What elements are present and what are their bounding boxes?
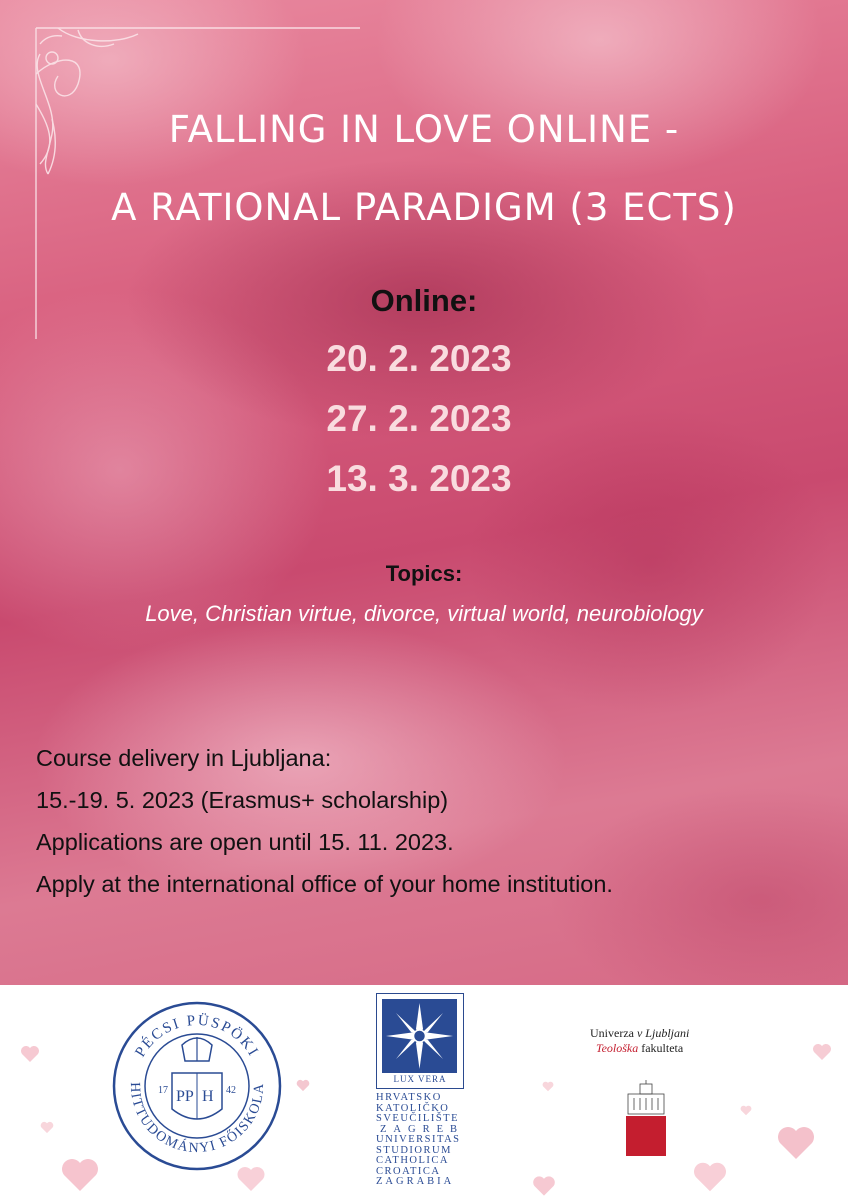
info-line-1: Course delivery in Ljubljana: [36, 745, 332, 771]
topics-list: Love, Christian virtue, divorce, virtual world, neurobiology [145, 601, 703, 626]
info-line-3: Applications are open until 15. 11. 2023. [36, 829, 454, 855]
lux-line: CATHOLICA [376, 1155, 449, 1166]
heart-icon [692, 1161, 728, 1193]
info-line-4: Apply at the international office of your home institution. [36, 871, 613, 897]
seal-ring-top: PÉCSI PÜSPÖKI [132, 1012, 262, 1061]
faculty-text-red: Teološka [596, 1041, 639, 1055]
heart-icon [532, 1175, 556, 1197]
lux-line: KATOLIČKO [376, 1102, 450, 1114]
seal-monogram-left: PP [176, 1088, 194, 1105]
title-line-2: A RATIONAL PARADIGM (3 ECTS) [111, 186, 737, 229]
ljubljana-text: Univerza [590, 1026, 637, 1040]
heart-icon [20, 1045, 40, 1063]
lux-vera-logo [376, 993, 466, 1187]
seal-ring-bottom: HITTUDOMÁNYI FŐISKOLA [126, 1082, 268, 1157]
lux-line: UNIVERSITAS [376, 1134, 461, 1145]
topics-label: Topics: [385, 561, 463, 586]
lux-vera-text [376, 1093, 466, 1188]
ljubljana-text-italic: v Ljubljani [636, 1026, 690, 1040]
heart-icon [40, 1121, 54, 1134]
ljubljana-emblem [626, 1080, 666, 1156]
heart-icon [542, 1081, 554, 1092]
lux-vera-motto: LUX VERA [393, 1074, 447, 1084]
seal-year-left: 17 [158, 1085, 168, 1096]
online-date-3: 13. 3. 2023 [326, 458, 512, 499]
lux-line: SVEUČILIŠTE [376, 1113, 459, 1124]
heart-icon [60, 1157, 100, 1193]
lux-line: HRVATSKO [376, 1092, 442, 1103]
heart-icon [296, 1079, 310, 1092]
title-line-1: FALLING IN LOVE ONLINE - [168, 108, 680, 151]
heart-icon [812, 1043, 832, 1061]
heart-icon [740, 1105, 752, 1116]
star-icon [382, 999, 457, 1073]
online-label: Online: [370, 283, 478, 318]
online-date-2: 27. 2. 2023 [326, 398, 512, 439]
seal-year-right: 42 [226, 1085, 236, 1096]
faculty-text: fakulteta [638, 1041, 684, 1055]
ljubljana-name [590, 1026, 689, 1041]
lux-line: ZAGREB [380, 1123, 464, 1135]
seal-monogram-right: H [202, 1088, 214, 1105]
lux-line: ZAGRABIA [376, 1176, 455, 1187]
info-line-2: 15.-19. 5. 2023 (Erasmus+ scholarship) [36, 787, 449, 813]
online-date-1: 20. 2. 2023 [326, 338, 512, 379]
course-info [36, 737, 613, 905]
lux-vera-emblem [376, 993, 464, 1089]
pecs-seal-logo [112, 1001, 282, 1171]
lux-line: STUDIORUM [376, 1144, 452, 1156]
lux-line: CROATICA [376, 1165, 441, 1177]
heart-icon [776, 1125, 816, 1161]
faculty-name [596, 1041, 683, 1056]
